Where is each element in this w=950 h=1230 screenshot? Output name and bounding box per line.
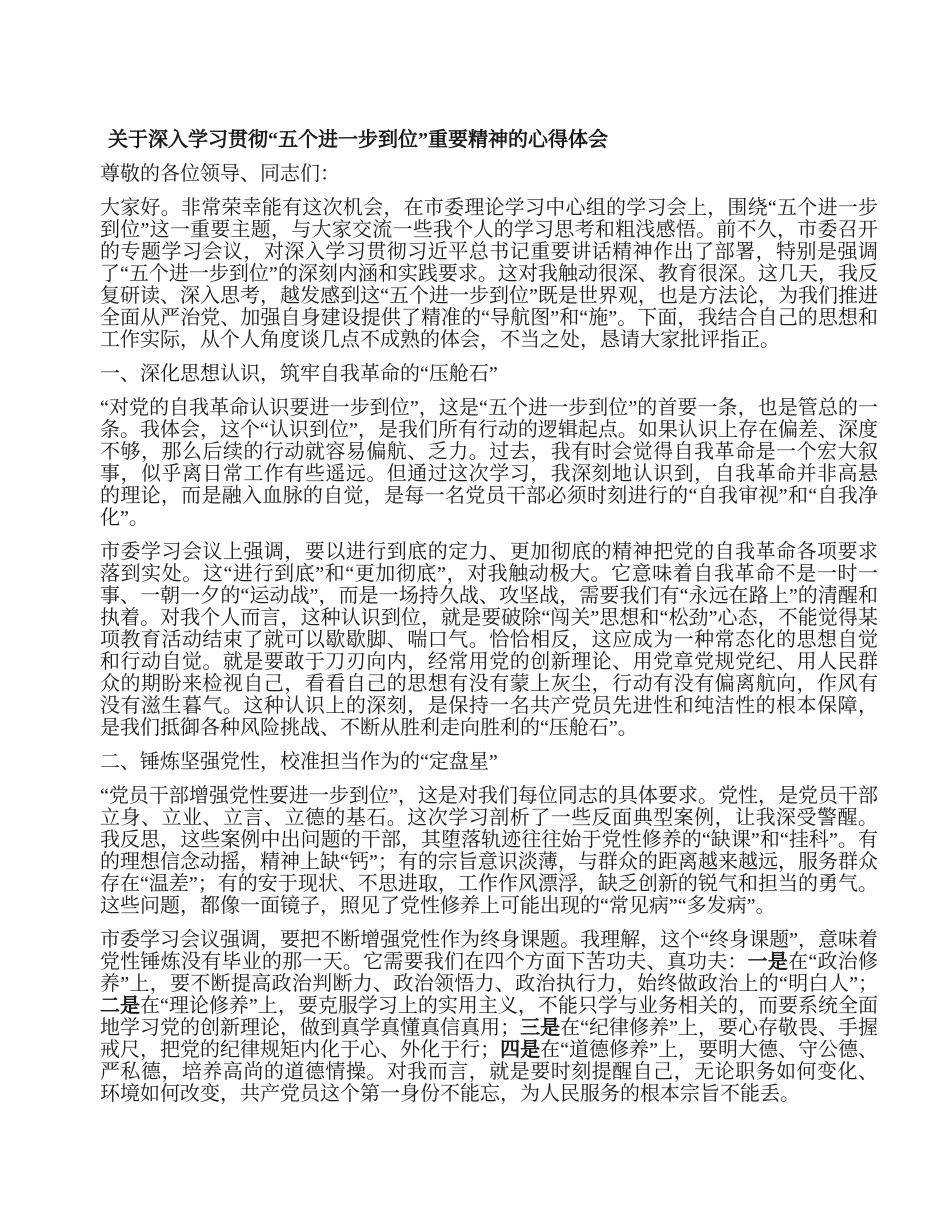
bold-enumerator-2: 二是	[100, 995, 141, 1017]
paragraph-segment: 在“理论修养”上，要克服学习上的实用主义，不能只学与业务相关的，而要系统全面地学习党的创新理论，做到真学真懂真信真用；	[100, 995, 878, 1039]
intro-paragraph: 大家好。非常荣幸能有这次机会，在市委理论学习中心组的学习会上，围绕“五个进一步到位”这一重要主题，与大家交流一些我个人的学习思考和粗浅感悟。前不久，市委召开的专题学习会议，对深入学习贯彻习近平总书记重要讲话精神作出了部署，特别是强调了“五个进一步到位”的深刻内涵和实践要求。这对我触动很深、教育很深。这几天，我反复研读、深入思考，越发感到这“五个进一步到位”既是世界观，也是方法论，为我们推进全面从严治党、加强自身建设提供了精准的“导航图”和“施”。下面，我结合自己的思想和工作实际，从个人角度谈几点不成熟的体会，不当之处，恳请大家批评指正。	[100, 197, 878, 351]
section-2-paragraph-1: “党员干部增强党性要进一步到位”，这是对我们每位同志的具体要求。党性，是党员干部立身、立业、立言、立德的基石。这次学习剖析了一些反面典型案例，让我深受警醒。我反思，这些案例中出问题的干部，其堕落轨迹往往始于党性修养的“缺课”和“挂科”。有的理想信念动摇，精神上缺“钙”；有的宗旨意识淡薄，与群众的距离越来越远，服务群众存在“温差”；有的安于现状、不思进取，工作作风漂浮，缺乏创新的锐气和担当的勇气。这些问题，都像一面镜子，照见了党性修养上可能出现的“常见病”“多发病”。	[100, 785, 878, 917]
paragraph-segment: 在“道德修养”上，要明大德、守公德、严私德，培养高尚的道德情操。对我而言，就是要时刻提醒自己，无论职务如何变化、环境如何改变，共产党员这个第一身份不能忘，为人民服务的根本宗旨不能丢。	[100, 1039, 879, 1105]
paragraph-segment: 在“政治修养”上，要不断提高政治判断力、政治领悟力、政治执行力，始终做政治上的“明白人”；	[100, 951, 878, 995]
paragraph-segment: 市委学习会议强调，要把不断增强党性作为终身课题。我理解，这个“终身课题”，意味着党性锤炼没有毕业的那一天。它需要我们在四个方面下苦功夫、真功夫：	[100, 929, 878, 973]
salutation-line: 尊敬的各位领导、同志们：	[100, 163, 340, 185]
section-1-heading: 一、深化思想认识，筑牢自我革命的“压舱石”	[100, 363, 498, 385]
bold-enumerator-1: 一是	[747, 951, 789, 973]
bold-enumerator-3: 三是	[520, 1017, 561, 1039]
section-2-heading: 二、锤炼坚强党性，校准担当作为的“定盘星”	[100, 751, 498, 773]
section-1-paragraph-1: “对党的自我革命认识要进一步到位”，这是“五个进一步到位”的首要一条，也是管总的一条。我体会，这个“认识到位”，是我们所有行动的逻辑起点。如果认识上存在偏差、深度不够，那么后续的行动就容易偏航、乏力。过去，我有时会觉得自我革命是一个宏大叙事，似乎离日常工作有些遥远。但通过这次学习，我深刻地认识到，自我革命并非高悬的理论，而是融入血脉的自觉，是每一名党员干部必须时刻进行的“自我审视”和“自我净化”。	[100, 397, 878, 529]
bold-enumerator-4: 四是	[500, 1039, 541, 1061]
section-1-paragraph-2: 市委学习会议上强调，要以进行到底的定力、更加彻底的精神把党的自我革命各项要求落到实处。这“进行到底”和“更加彻底”，对我触动极大。它意味着自我革命不是一时一事、一朝一夕的“运动战”，而是一场持久战、攻坚战，需要我们有“永远在路上”的清醒和执着。对我个人而言，这种认识到位，就是要破除“闯关”思想和“松劲”心态，不能觉得某项教育活动结束了就可以歇歇脚、喘口气。恰恰相反，这应成为一种常态化的思想自觉和行动自觉。就是要敢于刀刃向内，经常用党的创新理论、用党章党规党纪、用人民群众的期盼来检视自己，看看自己的思想有没有蒙上灰尘，行动有没有偏离航向，作风有没有滋生暮气。这种认识上的深刻，是保持一名共产党员先进性和纯洁性的根本保障，是我们抵御各种风险挑战、不断从胜利走向胜利的“压舱石”。	[100, 541, 878, 739]
document-title: 关于深入学习贯彻“五个进一步到位”重要精神的心得体会	[108, 129, 608, 151]
section-2-paragraph-2	[100, 929, 878, 1105]
document-content	[100, 129, 878, 1105]
paragraph-segment: 在“纪律修养”上，要心存敬畏、手握戒尺，把党的纪律规矩内化于心、外化于行；	[100, 1017, 879, 1061]
